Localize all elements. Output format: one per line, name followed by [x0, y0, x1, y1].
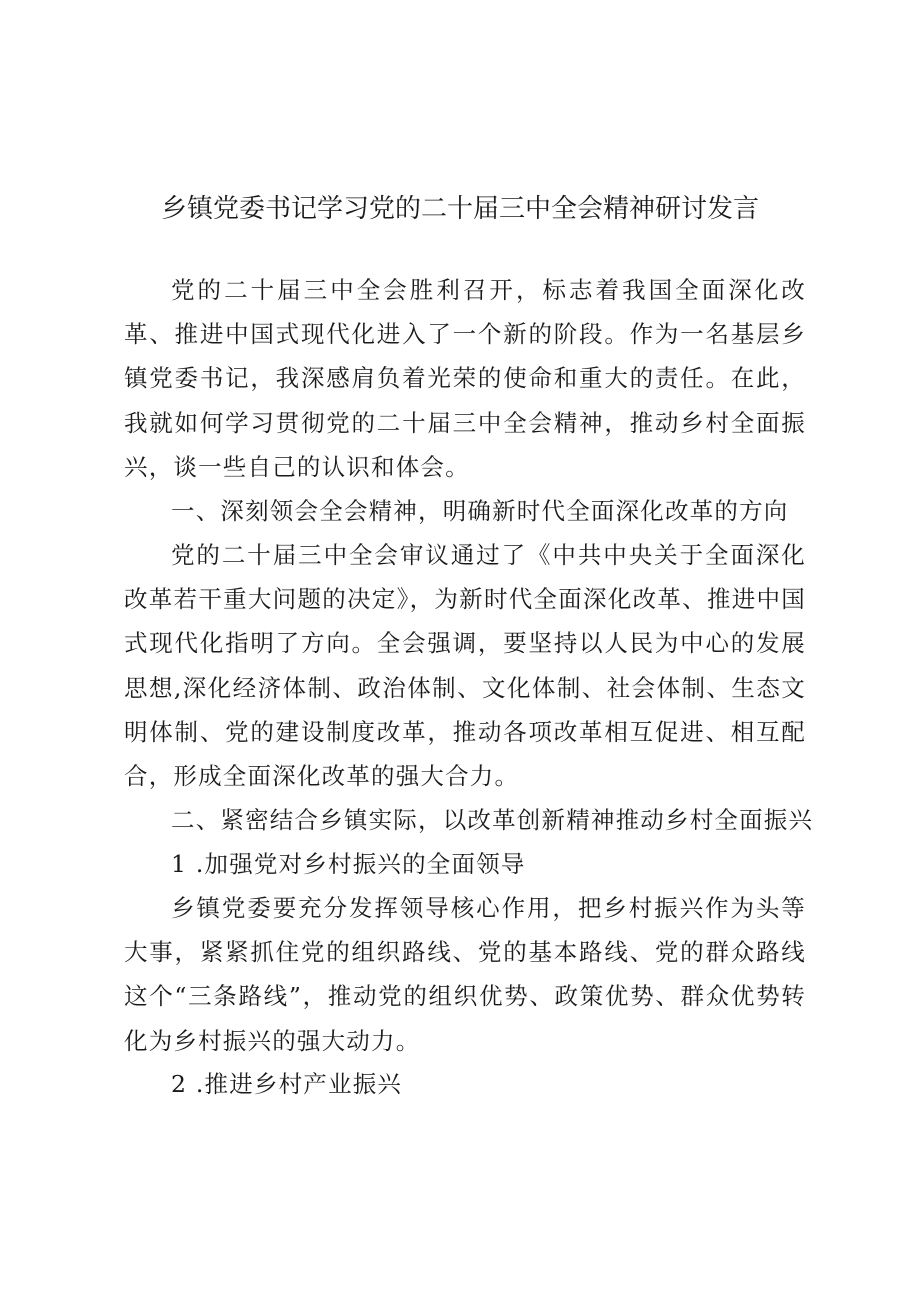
- section-1-heading: 一、深刻领会全会精神，明确新时代全面深化改革的方向: [171, 497, 789, 525]
- document-title: 乡镇党委书记学习党的二十届三中全会精神研讨发言: [160, 194, 759, 224]
- intro-paragraph: 党的二十届三中全会胜利召开，标志着我国全面深化改革、推进中国式现代化进入了一个新的阶段。作为一名基层乡镇党委书记，我深感肩负着光荣的使命和重大的责任。在此，我就如何学习贯彻党的二十届三中全会精神，推动乡村全面振兴，谈一些自己的认识和体会。: [124, 276, 806, 481]
- section-1-paragraph: 党的二十届三中全会审议通过了《中共中央关于全面深化改革若干重大问题的决定》，为新时代全面深化改革、推进中国式现代化指明了方向。全会强调，要坚持以人民为中心的发展思想,深化经济体制、政治体制、文化体制、社会体制、生态文明体制、党的建设制度改革，推动各项改革相互促进、相互配合，形成全面深化改革的强大合力。: [124, 541, 806, 791]
- subsection-1-paragraph: 乡镇党委要充分发挥领导核心作用，把乡村振兴作为头等大事，紧紧抓住党的组织路线、党的基本路线、党的群众路线这个“三条路线”，推动党的组织优势、政策优势、群众优势转化为乡村振兴的强大动力。: [124, 894, 806, 1055]
- subsection-1-heading: 1 .加强党对乡村振兴的全面领导: [171, 850, 526, 878]
- section-2-heading: 二、紧密结合乡镇实际，以改革创新精神推动乡村全面振兴: [171, 806, 814, 834]
- subsection-2-heading: 2 .推进乡村产业振兴: [171, 1070, 403, 1098]
